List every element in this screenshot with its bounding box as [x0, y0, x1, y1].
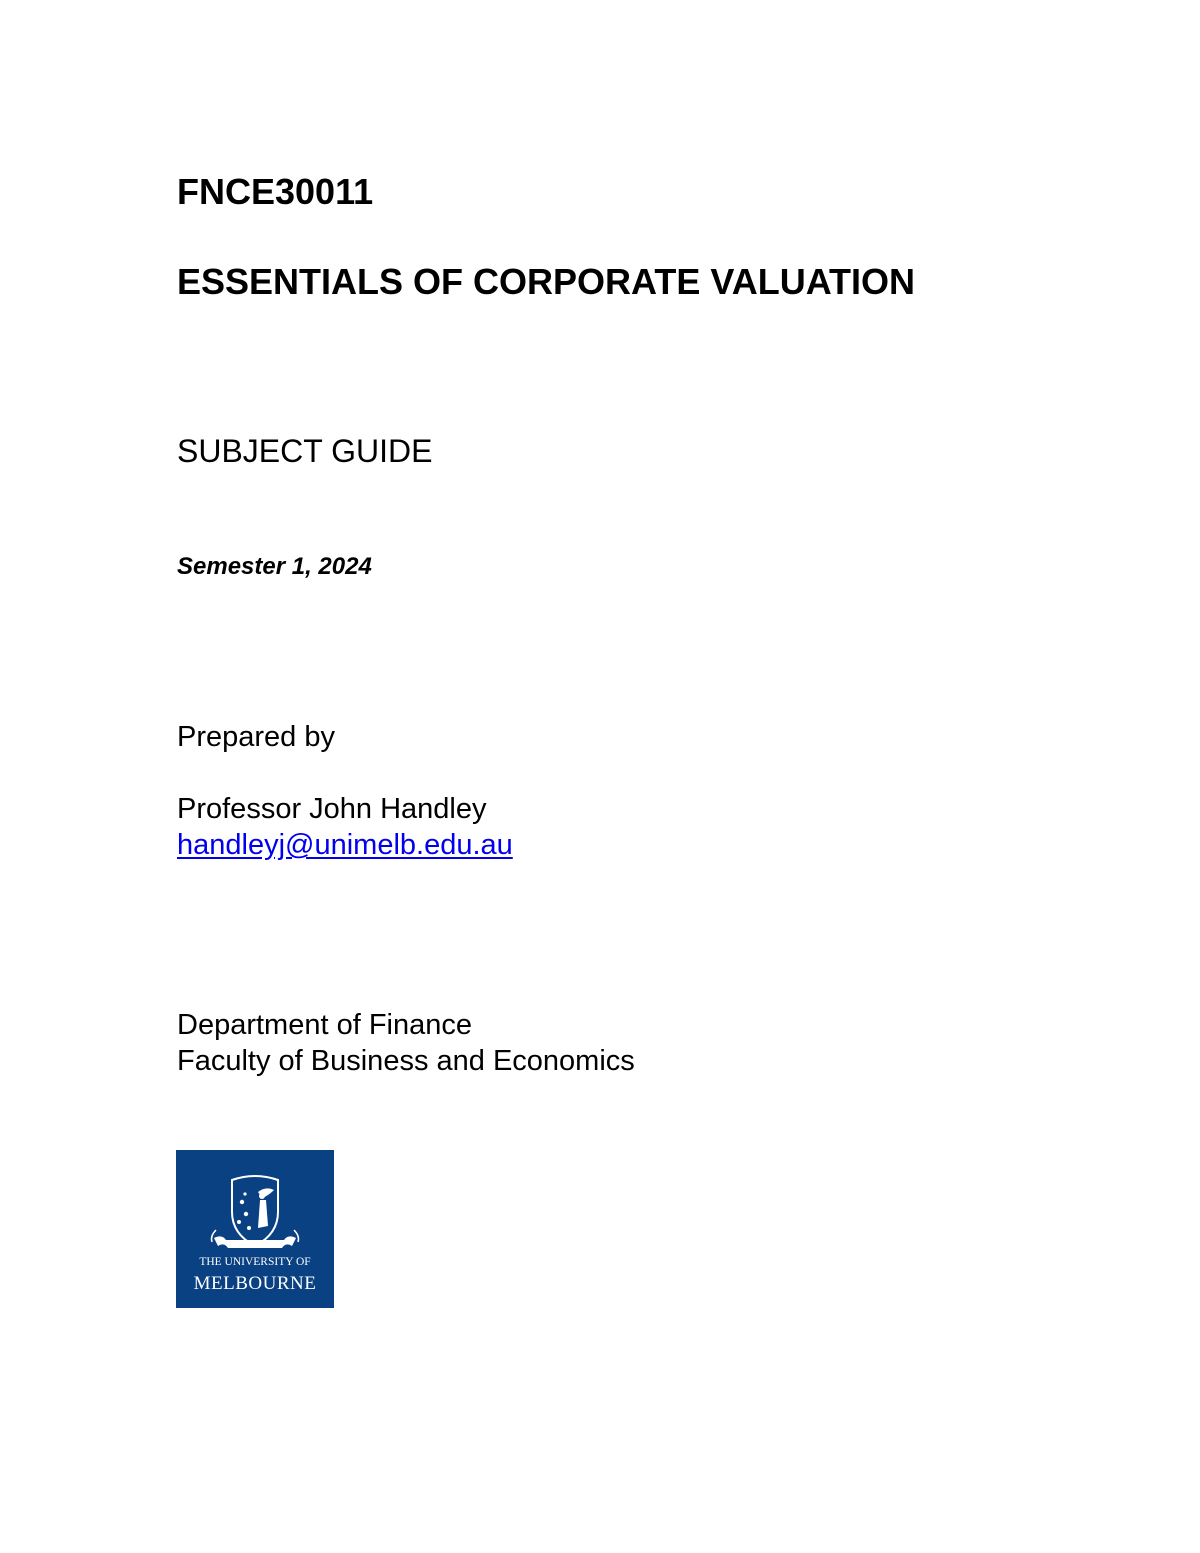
author-email-link[interactable]: handleyj@unimelb.edu.au — [177, 829, 513, 861]
university-logo — [176, 1150, 334, 1308]
semester: Semester 1, 2024 — [177, 553, 372, 580]
prepared-by-label: Prepared by — [177, 721, 335, 753]
document-type: SUBJECT GUIDE — [177, 433, 433, 469]
course-code: FNCE30011 — [177, 171, 374, 212]
faculty: Faculty of Business and Economics — [177, 1045, 635, 1077]
logo-line-2: MELBOURNE — [193, 1273, 317, 1294]
department: Department of Finance — [177, 1009, 472, 1041]
logo-line-1: THE UNIVERSITY OF — [199, 1256, 311, 1268]
author-name: Professor John Handley — [177, 793, 487, 825]
course-title: ESSENTIALS OF CORPORATE VALUATION — [177, 261, 916, 302]
